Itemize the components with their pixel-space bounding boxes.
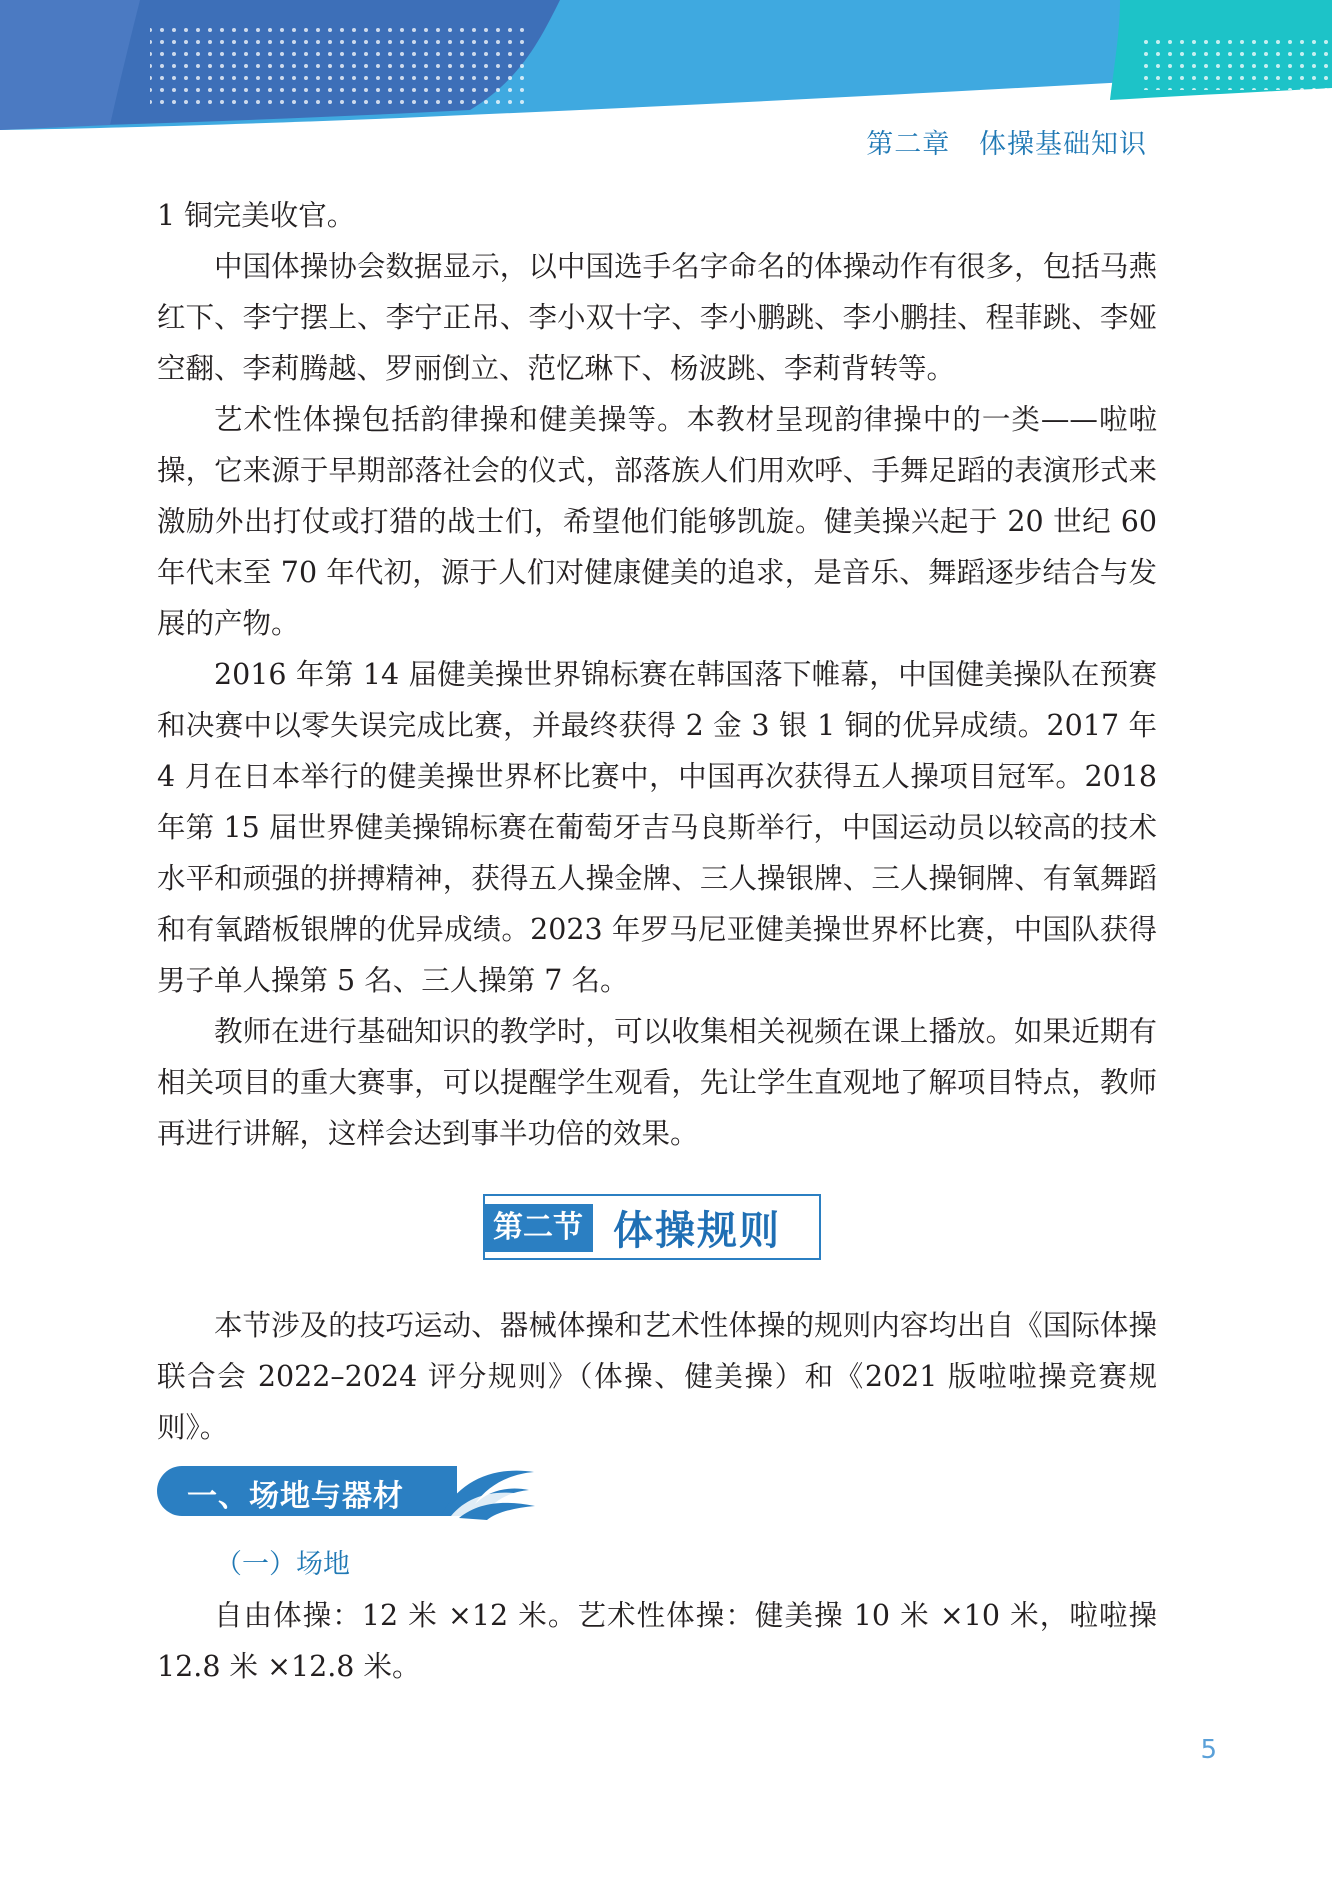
subsection-heading — [157, 1466, 537, 1516]
header-banner — [0, 0, 1332, 135]
chapter-number: 第二章 — [866, 129, 951, 160]
paragraph: 艺术性体操包括韵律操和健美操等。本教材呈现韵律操中的一类——啦啦操，它来源于早期部落社会的仪式，部落族人们用欢呼、手舞足蹈的表演形式来激励外出打仗或打猎的战士们，希望他们能够凯旋。健美操兴起于 20 世纪 60 年代末至 70 年代初，源于人们对健康健美的追求，是音乐、舞蹈逐步结合与发展的产物。 — [157, 403, 1157, 640]
paragraph: 自由体操：12 米 ×12 米。艺术性体操：健美操 10 米 ×10 米，啦啦操 12.8 米 ×12.8 米。 — [157, 1599, 1157, 1683]
subsubsection-title: （一）场地 — [215, 1549, 350, 1580]
paragraph: 本节涉及的技巧运动、器械体操和艺术性体操的规则内容均出自《国际体操联合会 2022–2024 评分规则》（体操、健美操）和《2021 版啦啦操竞赛规则》。 — [157, 1309, 1157, 1444]
section-title: 体操规则 — [613, 1207, 781, 1254]
paragraph: 2016 年第 14 届健美操世界锦标赛在韩国落下帷幕，中国健美操队在预赛和决赛中以零失误完成比赛，并最终获得 2 金 3 银 1 铜的优异成绩。2017 年 4 月在日本举行的健美操世界杯比赛中，中国再次获得五人操项目冠军。2018 年第 15 届世界健美操锦标赛在葡萄牙吉马良斯举行，中国运动员以较高的技术水平和顽强的拼搏精神，获得五人操金牌、三人操银牌、三人操铜牌、有氧舞蹈和有氧踏板银牌的优异成绩。2023 年罗马尼亚健美操世界杯比赛，中国队获得男子单人操第 5 名、三人操第 7 名。 — [157, 658, 1157, 997]
body-text — [157, 190, 1157, 1159]
subsection-title: 一、场地与器材 — [187, 1479, 404, 1514]
page-number: 5 — [1200, 1735, 1217, 1765]
wave-icon — [439, 1460, 539, 1522]
paragraph: 1 铜完美收官。 — [157, 199, 356, 232]
section-number: 第二节 — [483, 1204, 593, 1252]
paragraph: 中国体操协会数据显示，以中国选手名字命名的体操动作有很多，包括马燕红下、李宁摆上、李宁正吊、李小双十字、李小鹏跳、李小鹏挂、程菲跳、李娅空翻、李莉腾越、罗丽倒立、范忆琳下、杨波跳、李莉背转等。 — [157, 250, 1157, 385]
section-intro — [157, 1300, 1157, 1453]
section-heading — [483, 1194, 781, 1260]
venue-text — [157, 1590, 1157, 1692]
running-head — [866, 122, 1147, 161]
paragraph: 教师在进行基础知识的教学时，可以收集相关视频在课上播放。如果近期有相关项目的重大赛事，可以提醒学生观看，先让学生直观地了解项目特点，教师再进行讲解，这样会达到事半功倍的效果。 — [157, 1015, 1157, 1150]
chapter-title: 体操基础知识 — [979, 129, 1147, 160]
